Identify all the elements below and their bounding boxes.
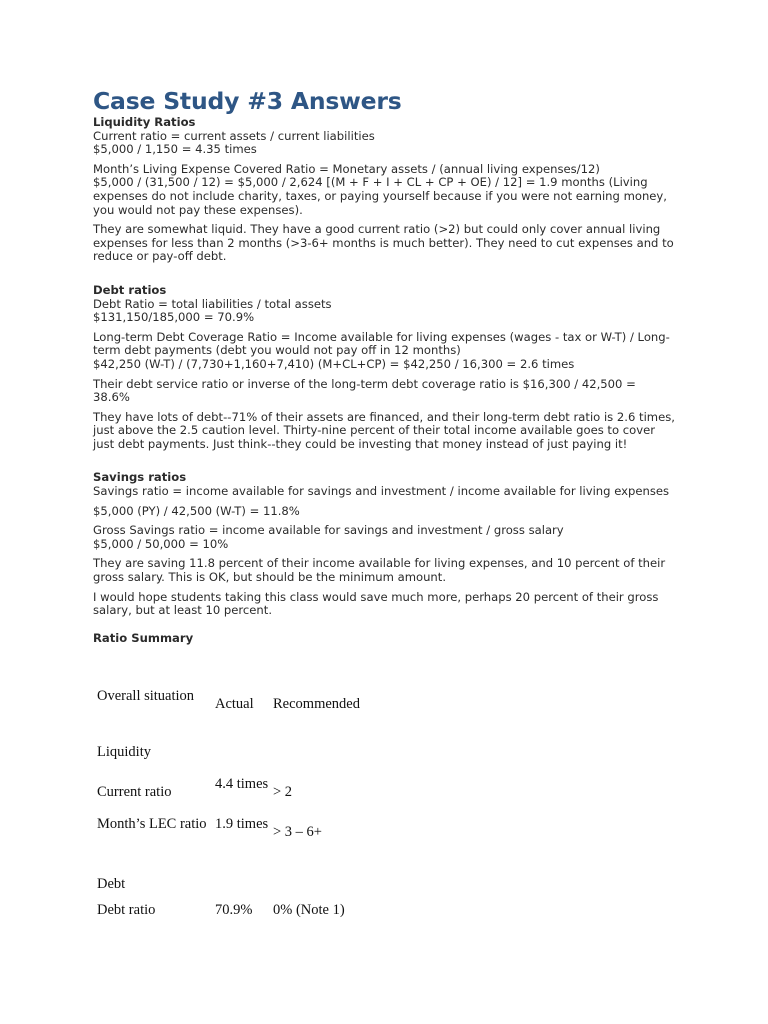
lec-ratio-calc: $5,000 / (31,500 / 12) = $5,000 / 2,624 [(M + F + I + CL + CP + OE) / 12] = 1.9 months (Living expenses do not include charity, taxes, or paying yourself because if you were not earning money, you would not pay these expenses). (93, 175, 667, 217)
current-ratio-formula: Current ratio = current assets / current liabilities (93, 128, 375, 143)
header-recommended: Recommended (273, 696, 360, 712)
row-recommended-debt-ratio: 0% (Note 1) (273, 902, 345, 918)
current-ratio-calc: $5,000 / 1,150 = 4.35 times (93, 142, 257, 157)
savings-ratio-calc: $5,000 (PY) / 42,500 (W-T) = 11.8% (93, 503, 300, 518)
gross-savings-formula: Gross Savings ratio = income available for savings and investment / gross salary (93, 523, 564, 538)
table-row (97, 816, 517, 856)
row-actual-current-ratio: 4.4 times (215, 776, 269, 792)
debt-ratio-calc: $131,150/185,000 = 70.9% (93, 310, 255, 325)
table-group-liquidity (97, 744, 517, 768)
savings-heading: Savings ratios (93, 470, 187, 485)
debt-ratio-formula: Debt Ratio = total liabilities / total assets (93, 296, 332, 311)
savings-recommendation: I would hope students taking this class would save much more, perhaps 20 percent of their gross salary, but at least 10 percent. (93, 589, 659, 618)
table-header-row (97, 686, 517, 722)
group-label-debt: Debt (97, 876, 126, 892)
savings-analysis: They are saving 11.8 percent of their income available for living expenses, and 10 percent of their gross salary. This is OK, but should be the minimum amount. (93, 556, 666, 585)
row-label-current-ratio: Current ratio (97, 784, 172, 800)
row-actual-lec-ratio: 1.9 times (215, 816, 269, 832)
row-recommended-current-ratio: > 2 (273, 784, 293, 800)
group-label-liquidity: Liquidity (97, 744, 151, 760)
savings-ratio-formula: Savings ratio = income available for savings and investment / income available for living expenses (93, 484, 670, 499)
header-actual: Actual (215, 696, 254, 712)
debt-service-ratio: Their debt service ratio or inverse of the long-term debt coverage ratio is $16,300 / 42,500 = 38.6% (93, 376, 636, 405)
header-overall-situation: Overall situation (97, 688, 195, 704)
debt-heading: Debt ratios (93, 282, 167, 297)
lec-ratio-formula: Month’s Living Expense Covered Ratio = Monetary assets / (annual living expenses/12) (93, 161, 600, 176)
page-title: Case Study #3 Answers (93, 87, 402, 115)
ltd-coverage-formula: Long-term Debt Coverage Ratio = Income available for living expenses (wages - tax or W-T) / Long-term debt payments (debt you would not pay off in 12 months) (93, 329, 670, 358)
gross-savings-calc: $5,000 / 50,000 = 10% (93, 536, 229, 551)
row-recommended-lec-ratio: > 3 – 6+ (273, 824, 322, 840)
ratio-summary-table (97, 686, 517, 926)
ratio-summary-heading: Ratio Summary (93, 630, 194, 645)
document-body (93, 86, 675, 645)
liquidity-analysis: They are somewhat liquid. They have a good current ratio (>2) but could only cover annual living expenses for less than 2 months (>3-6+ months is much better). They need to cut expenses and to reduce or pay-off debt. (93, 222, 674, 264)
row-label-debt-ratio: Debt ratio (97, 902, 156, 918)
table-row (97, 776, 517, 816)
debt-analysis: They have lots of debt--71% of their assets are financed, and their long-term debt ratio is 2.6 times, just above the 2.5 caution level. Thirty-nine percent of their total income available goes to cover just debt payments. Just think--they could be investing that money instead of just paying it! (93, 409, 675, 451)
liquidity-heading: Liquidity Ratios (93, 115, 196, 129)
table-row (97, 902, 517, 926)
ltd-coverage-calc: $42,250 (W-T) / (7,730+1,160+7,410) (M+CL+CP) = $42,250 / 16,300 = 2.6 times (93, 356, 575, 371)
table-group-debt (97, 876, 517, 900)
row-actual-debt-ratio: 70.9% (215, 902, 253, 918)
row-label-lec-ratio: Month’s LEC ratio (97, 816, 207, 832)
